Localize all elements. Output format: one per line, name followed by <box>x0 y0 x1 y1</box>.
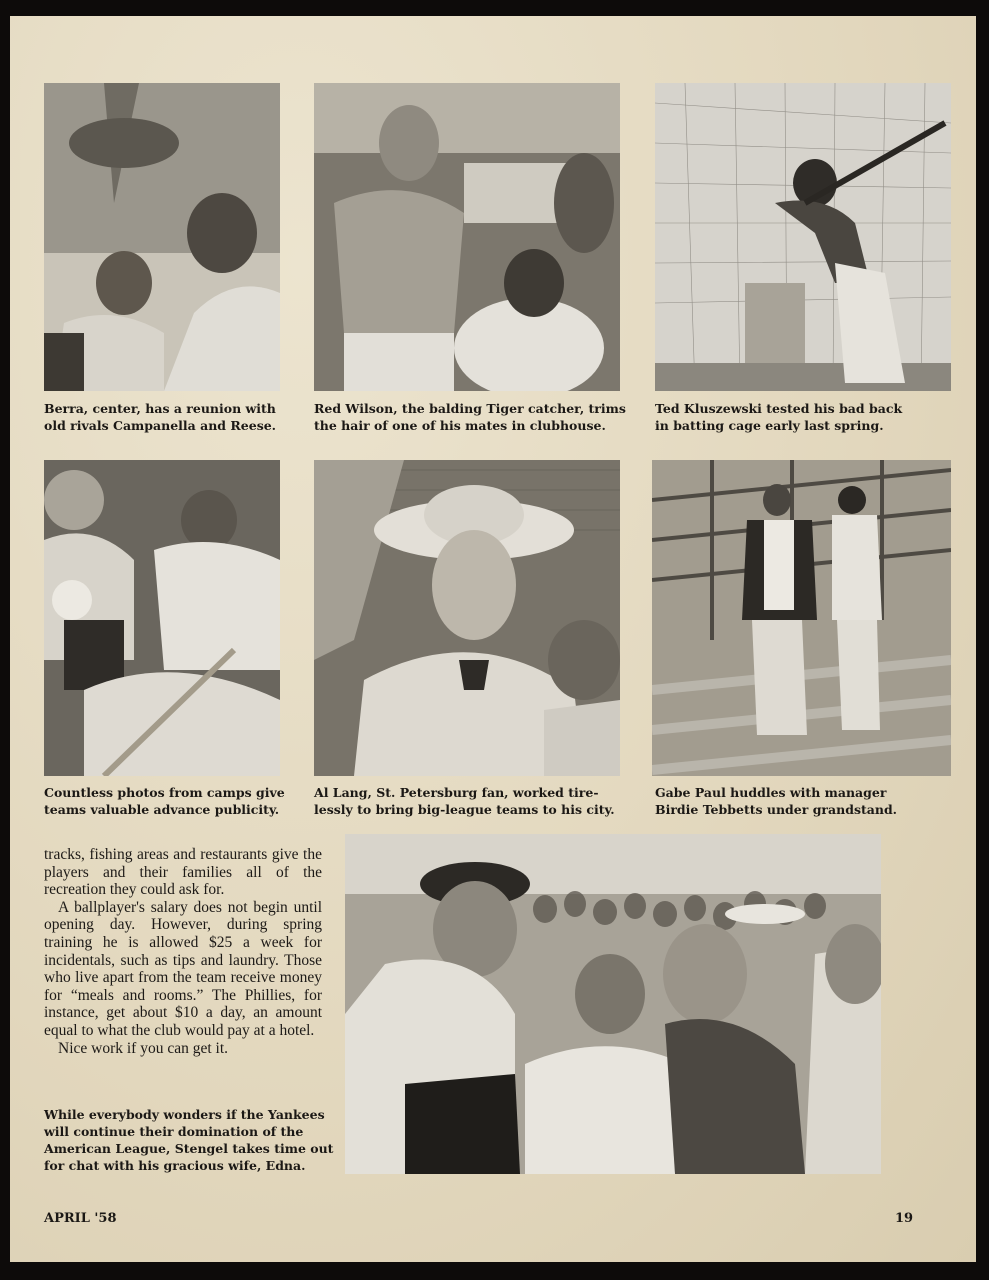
photo-gabe-paul-tebbetts <box>652 460 951 776</box>
photo-caption: Berra, center, has a reunion with old rivals Campanella and Reese. <box>44 401 277 433</box>
photo-berra-reunion <box>44 83 280 391</box>
article-paragraph: Nice work if you can get it. <box>58 1039 229 1057</box>
photo-caption: Countless photos from camps give teams valuable advance publicity. <box>44 785 285 817</box>
photo-caption: Ted Kluszewski tested his bad back in batting cage early last spring. <box>655 401 903 433</box>
article-paragraph: tracks, fishing areas and restaurants give the players and their families all of the recreation they could ask for. <box>44 846 322 899</box>
photo-photographers-camp <box>44 460 280 776</box>
photo-kluszewski-batting-cage <box>655 83 951 391</box>
photo-al-lang <box>314 460 620 776</box>
photo-caption: Gabe Paul huddles with manager Birdie Tebbetts under grandstand. <box>655 785 898 817</box>
photo-caption: Red Wilson, the balding Tiger catcher, trims the hair of one of his mates in clubhouse. <box>314 401 626 433</box>
photo-caption: While everybody wonders if the Yankees will continue their domination of the American League, Stengel takes time out for chat with his gracious wife, Edna. <box>44 1107 334 1173</box>
photo-caption: Al Lang, St. Petersburg fan, worked tire- lessly to bring big-league teams to his city. <box>314 785 615 817</box>
photo-stengel-and-edna <box>345 834 881 1174</box>
magazine-page <box>10 16 976 1262</box>
page-number: 19 <box>895 1211 914 1226</box>
article-paragraph: A ballplayer's salary does not begin until opening day. However, during spring training he is allowed $25 a week for incidentals, such as tips and laundry. Those who live apart from the team receive money for “meals and rooms.” The Phillies, for instance, get about $10 a day, an amount equal to what the club would pay at a hotel. <box>44 898 322 1039</box>
article-body <box>44 846 322 1057</box>
issue-date: APRIL '58 <box>44 1211 117 1226</box>
photo-red-wilson <box>314 83 620 391</box>
